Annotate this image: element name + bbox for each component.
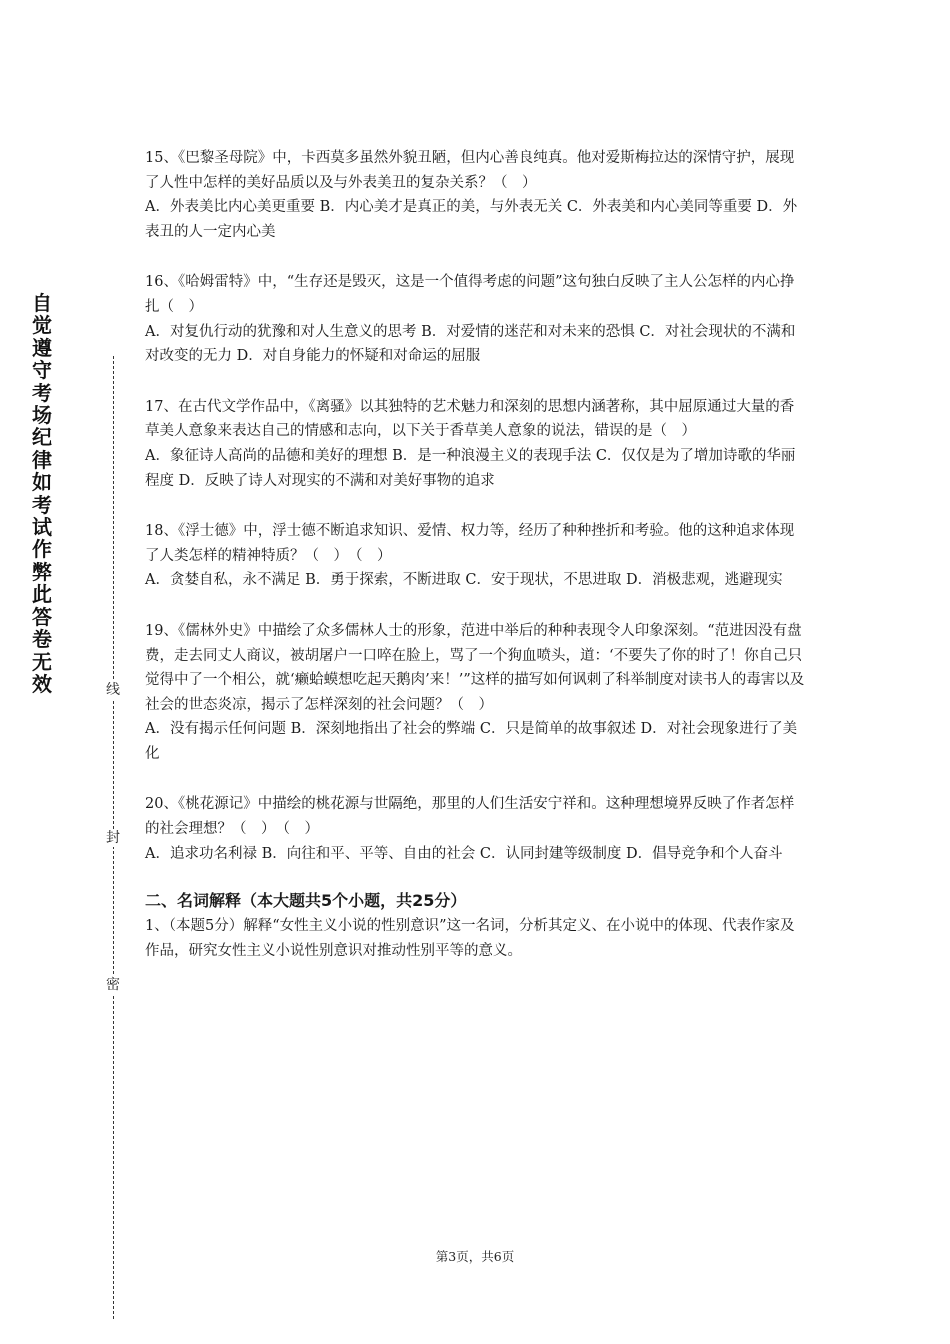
question-15	[145, 146, 807, 244]
section-title: 二、名词解释（本大题共5个小题，共25分）	[145, 891, 467, 911]
question-stem: 15、《巴黎圣母院》中，卡西莫多虽然外貌丑陋，但内心善良纯真。他对爱斯梅拉达的深情守护，展现了人性中怎样的美好品质以及与外表美丑的复杂关系？（ ）	[145, 150, 795, 191]
question-20	[145, 792, 807, 866]
question-stem: 18、《浮士德》中，浮士德不断追求知识、爱情、权力等，经历了种种挫折和考验。他的这种追求体现了人类怎样的精神特质？（ ） （ ）	[145, 523, 795, 564]
question-18	[145, 519, 807, 593]
question-17	[145, 395, 807, 493]
seal-label-secret: 密	[106, 977, 120, 993]
question-stem: 20、《桃花源记》中描绘的桃花源与世隔绝，那里的人们生活安宁祥和。这种理想境界反映了作者怎样的社会理想？（ ） （ ）	[145, 796, 795, 838]
question-16	[145, 270, 807, 368]
question-content	[145, 146, 807, 963]
question-options: A．贪婪自私，永不满足 B．勇于探索，不断进取 C．安于现状，不思进取 D．消极悲观，逃避现实	[145, 572, 783, 589]
question-options: A．外表美比内心美更重要 B．内心美才是真正的美，与外表无关 C．外表美和内心美同等重要 D．外表丑的人一定内心美	[145, 199, 798, 240]
seal-label-seal: 封	[106, 830, 120, 846]
question-19	[145, 619, 807, 767]
page-footer: 第3页，共6页	[435, 1249, 515, 1264]
term-question-1: 1、（本题5分）解释“女性主义小说的性别意识”这一名词，分析其定义、在小说中的体现、代表作家及作品，研究女性主义小说性别意识对推动性别平等的意义。	[145, 918, 795, 959]
question-options: A．对复仇行动的犹豫和对人生意义的思考 B．对爱情的迷茫和对未来的恐惧 C．对社会现状的不满和对改变的无力 D．对自身能力的怀疑和对命运的屈服	[145, 323, 796, 365]
seal-label-line: 线	[106, 682, 120, 698]
question-stem: 16、《哈姆雷特》中，“生存还是毁灭，这是一个值得考虑的问题”这句独白反映了主人公怎样的内心挣扎（ ）	[145, 274, 795, 315]
exam-discipline-notice: 自 觉 遵 守 考 场 纪 律 如 考 试 作 弊 此 答 卷 无 效	[32, 291, 52, 696]
question-options: A．没有揭示任何问题 B．深刻地指出了社会的弊端 C．只是简单的故事叙述 D．对社会现象进行了美化	[145, 721, 798, 762]
question-stem: 17、在古代文学作品中，《离骚》以其独特的艺术魅力和深刻的思想内涵著称，其中屈原通过大量的香草美人意象来表达自己的情感和志向，以下关于香草美人意象的说法，错误的是（ ）	[145, 398, 795, 440]
question-stem: 19、《儒林外史》中描绘了众多儒林人士的形象，范进中举后的种种表现令人印象深刻。“范进因没有盘费，走去同丈人商议，被胡屠户一口啐在脸上，骂了一个狗血喷头，道：‘不要失了你的时了！你自己只觉得中了一个相公，就‘癞蛤蟆想吃起天鹅肉’来！’”这样的描写如何讽刺了科举制度对读书人的毒害以及社会的世态炎凉，揭示了怎样深刻的社会问题？（ ）	[145, 622, 805, 713]
question-options: A．象征诗人高尚的品德和美好的理想 B．是一种浪漫主义的表现手法 C．仅仅是为了增加诗歌的华丽程度 D．反映了诗人对现实的不满和对美好事物的追求	[145, 447, 796, 489]
question-options: A．追求功名利禄 B．向往和平、平等、自由的社会 C．认同封建等级制度 D．倡导竞争和个人奋斗	[145, 845, 783, 862]
